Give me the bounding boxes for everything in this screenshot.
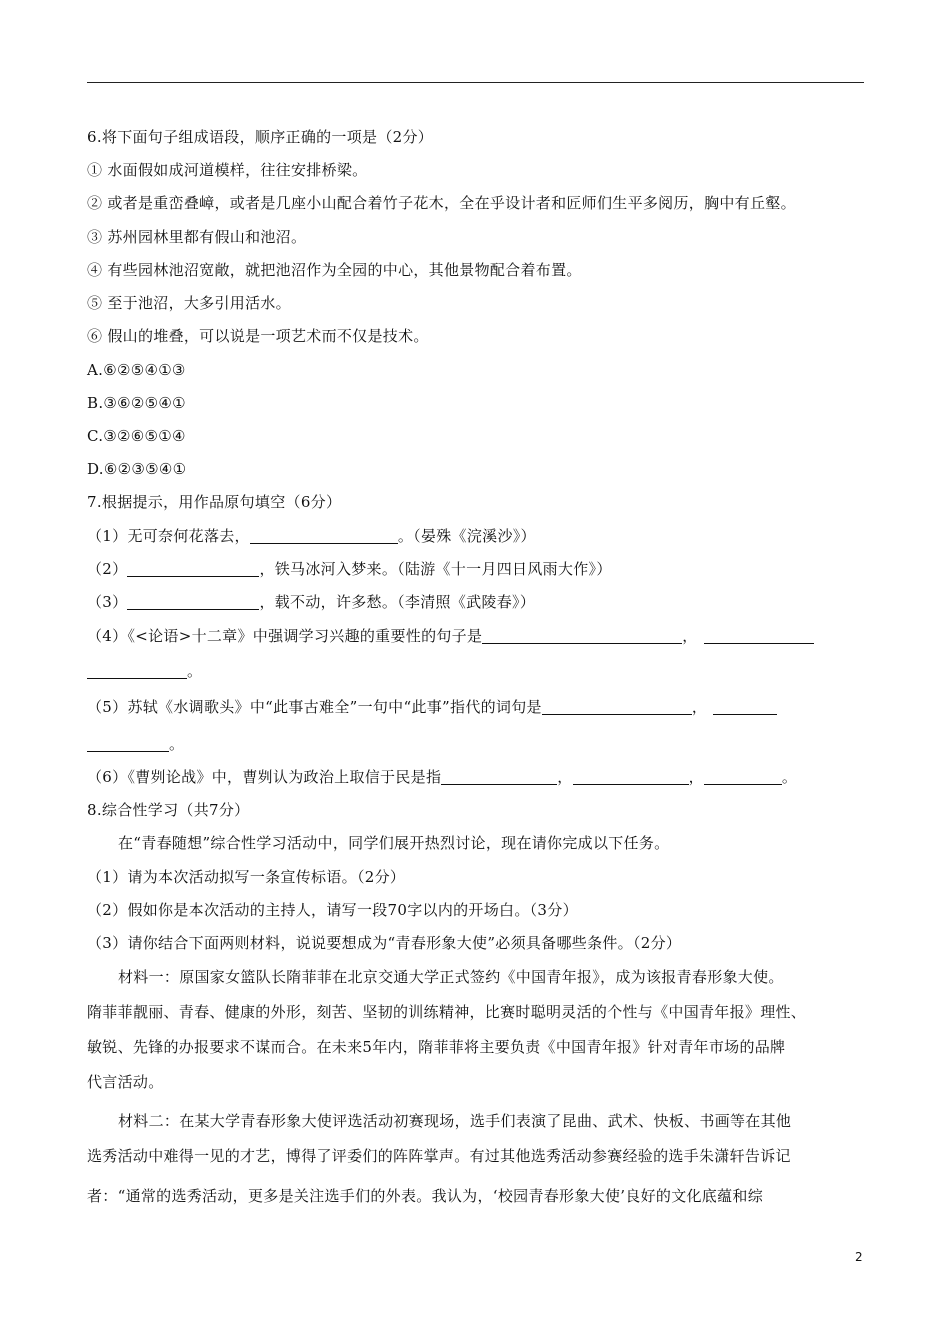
answer-blank[interactable] (87, 737, 169, 752)
material-1-line-3: 敏锐、先锋的办报要求不谋而合。在未来5年内，隋菲菲将主要负责《中国青年报》针对青年市场的品牌 (87, 1038, 786, 1056)
header-rule (87, 82, 864, 83)
q6-option-b: B.③⑥②⑤④① (87, 394, 186, 412)
material-1-line-4: 代言活动。 (87, 1073, 164, 1091)
material-1-line-1: 材料一：原国家女篮队长隋菲菲在北京交通大学正式签约《中国青年报》，成为该报青春形象大使。 (118, 968, 784, 986)
q7-item-5-cont (87, 734, 184, 754)
answer-blank[interactable] (542, 700, 692, 715)
q7-item-1 (87, 526, 536, 546)
q6-sentence-1: ① 水面假如成河道模样，往往安排桥梁。 (87, 161, 368, 179)
answer-blank[interactable] (713, 700, 777, 715)
answer-blank[interactable] (573, 770, 689, 785)
q7-item-4-text-c: 。 (187, 662, 203, 680)
q6-option-d: D.⑥②③⑤④① (87, 460, 187, 478)
q7-item-2 (87, 559, 612, 579)
material-2-line-3: 者：“通常的选秀活动，更多是关注选手们的外表。我认为，‘校园青春形象大使’良好的文化底蕴和综 (87, 1187, 764, 1205)
q7-item-5-text-b: ， (691, 698, 708, 716)
q7-item-2-text-b: ，铁马冰河入梦来。（陆游《十一月四日风雨大作》） (259, 560, 612, 578)
page-number: 2 (855, 1250, 863, 1264)
answer-blank[interactable] (127, 562, 259, 577)
q6-option-a: A.⑥②⑤④①③ (87, 361, 186, 379)
q7-item-5-text-a: （5）苏轼《水调歌头》中“此事古难全”一句中“此事”指代的词句是 (87, 698, 542, 716)
q7-item-3 (87, 592, 535, 612)
q6-sentence-3: ③ 苏州园林里都有假山和池沼。 (87, 228, 307, 246)
q8-stem: 8.综合性学习（共7分） (87, 801, 250, 819)
answer-blank[interactable] (704, 629, 814, 644)
answer-blank[interactable] (704, 770, 782, 785)
q7-item-3-text-b: ，载不动，许多愁。（李清照《武陵春》） (259, 593, 536, 611)
answer-blank[interactable] (127, 595, 259, 610)
answer-blank[interactable] (250, 529, 398, 544)
answer-blank[interactable] (87, 664, 187, 679)
q7-item-4-text-b: ， (682, 627, 698, 645)
answer-blank[interactable] (482, 629, 682, 644)
q7-item-4-cont (87, 661, 202, 681)
q6-sentence-6: ⑥ 假山的堆叠，可以说是一项艺术而不仅是技术。 (87, 327, 429, 345)
q7-item-5-text-c: 。 (169, 735, 185, 753)
answer-blank[interactable] (441, 770, 557, 785)
q7-item-2-text-a: （2） (87, 560, 128, 578)
q7-item-4 (87, 626, 814, 646)
q7-item-6-text-c: ， (688, 768, 704, 786)
q7-item-6-text-a: （6）《曹刿论战》中，曹刿认为政治上取信于民是指 (87, 768, 442, 786)
q8-task-3: （3）请你结合下面两则材料，说说要想成为“青春形象大使”必须具备哪些条件。（2分） (87, 934, 682, 952)
q7-item-5 (87, 697, 777, 717)
q8-intro: 在“青春随想”综合性学习活动中，同学们展开热烈讨论，现在请你完成以下任务。 (118, 834, 670, 852)
q7-item-6-text-b: ， (557, 768, 573, 786)
q6-stem: 6.将下面句子组成语段，顺序正确的一项是（2分） (87, 128, 434, 146)
q7-item-6 (87, 767, 797, 787)
q6-option-c: C.③②⑥⑤①④ (87, 427, 186, 445)
q7-item-6-text-d: 。 (781, 768, 798, 786)
q6-sentence-4: ④ 有些园林池沼宽敞，就把池沼作为全园的中心，其他景物配合着布置。 (87, 261, 582, 279)
q7-item-4-text-a: （4）《<论语>十二章》中强调学习兴趣的重要性的句子是 (87, 627, 483, 645)
q8-task-1: （1）请为本次活动拟写一条宣传标语。（2分） (87, 868, 406, 886)
q7-item-1-text-b: 。（晏殊《浣溪沙》） (397, 527, 536, 545)
q6-sentence-2: ② 或者是重峦叠嶂，或者是几座小山配合着竹子花木，全在乎设计者和匠师们生平多阅历，胸中有丘壑。 (87, 194, 796, 212)
q7-item-1-text-a: （1）无可奈何花落去， (87, 527, 250, 545)
q6-sentence-5: ⑤ 至于池沼，大多引用活水。 (87, 294, 291, 312)
material-1-line-2: 隋菲菲靓丽、青春、健康的外形，刻苦、坚韧的训练精神，比赛时聪明灵活的个性与《中国青年报》理性、 (87, 1003, 807, 1021)
q7-stem: 7.根据提示，用作品原句填空（6分） (87, 493, 342, 511)
material-2-line-1: 材料二：在某大学青春形象大使评选活动初赛现场，选手们表演了昆曲、武术、快板、书画等在其他 (118, 1112, 792, 1130)
material-2-line-2: 选秀活动中难得一见的才艺，博得了评委们的阵阵掌声。有过其他选秀活动参赛经验的选手朱潇轩告诉记 (87, 1147, 791, 1165)
q7-item-3-text-a: （3） (87, 593, 128, 611)
q8-task-2: （2）假如你是本次活动的主持人，请写一段70字以内的开场白。（3分） (87, 901, 578, 919)
